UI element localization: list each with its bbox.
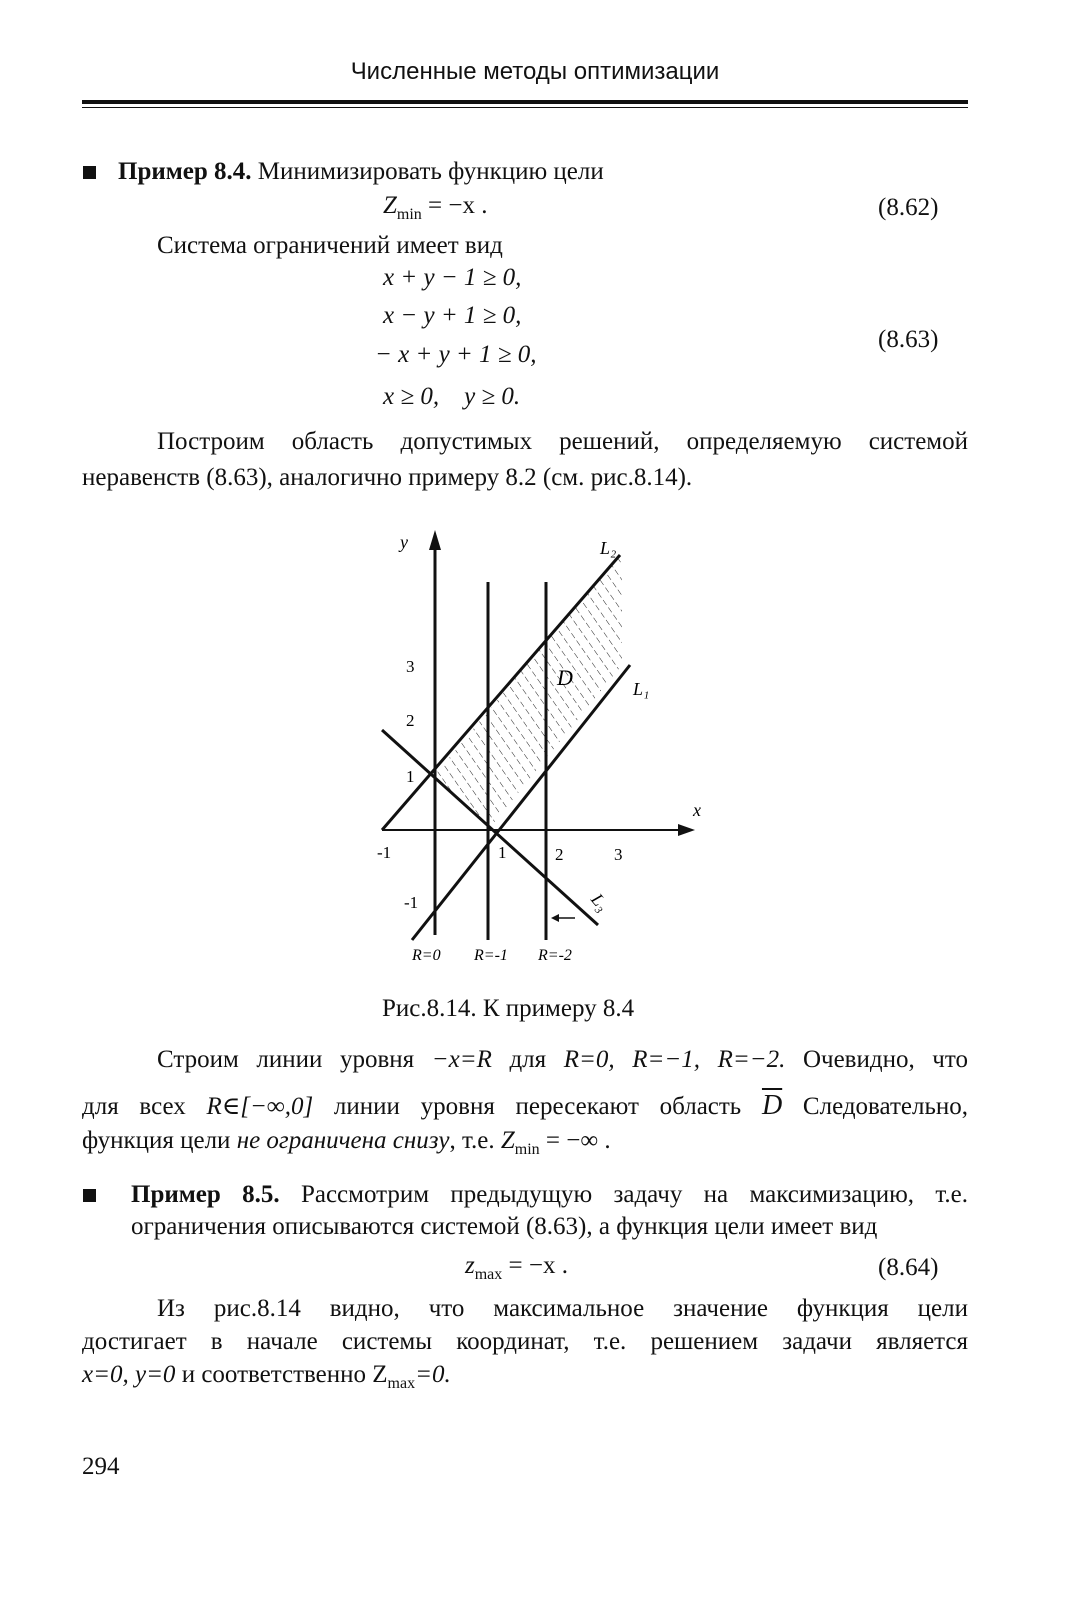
region-D-label: D — [557, 665, 573, 690]
paragraph-line: функция цели не ограничена снизу, т.е. $Z_{min}$ = −∞ . — [82, 1127, 611, 1158]
equation-number: (8.62) — [878, 194, 939, 221]
header-rule-thick — [82, 100, 968, 104]
equation-number: (8.64) — [878, 1254, 939, 1281]
constraint-3: − x + y + 1 ≥ 0, — [375, 341, 537, 368]
y-tick-3: 3 — [406, 657, 415, 676]
example-8-4-heading — [118, 155, 604, 189]
paragraph-line: достигает в начале системы координат, т.е. решением задачи является — [82, 1328, 968, 1355]
x-tick-2: 2 — [555, 845, 564, 864]
example-intro: Минимизировать функцию цели — [257, 158, 604, 185]
page-number: 294 — [82, 1453, 120, 1480]
header-rule-thin — [82, 107, 968, 108]
direction-arrow-head — [551, 914, 559, 922]
feasible-region — [435, 550, 622, 830]
y-tick-2: 2 — [406, 711, 415, 730]
y-axis-arrow — [429, 530, 441, 550]
x-tick-3: 3 — [614, 845, 623, 864]
line-L2-label: L₂ — [600, 538, 617, 558]
paragraph-line: Строим линии уровня −x=R для R=0, R=−1, R=−2. Очевидно, что — [157, 1046, 968, 1073]
paragraph-line: x=0, y=0 и соответственно $Z_{max}=0$. — [82, 1361, 451, 1392]
equation-number: (8.63) — [878, 326, 939, 353]
x-axis-label: x — [693, 800, 701, 820]
x-axis-arrow — [678, 824, 695, 836]
region-D-overlined: $\overline{D}$ — [761, 1090, 783, 1121]
constraint-1: x + y − 1 ≥ 0, — [383, 264, 522, 291]
constraint-4: x ≥ 0, y ≥ 0. — [383, 383, 521, 410]
line-L1-label: L₁ — [633, 679, 650, 699]
y-tick-minus-1: -1 — [404, 893, 419, 912]
objective-8-64: $z_{max} = -x$ . — [465, 1252, 568, 1283]
paragraph-line: неравенств (8.63), аналогично примеру 8.2 (см. рис.8.14). — [82, 464, 693, 491]
level-label-R0: R=0 — [412, 947, 441, 964]
running-header: Численные методы оптимизации — [350, 58, 720, 85]
x-tick-minus-1: -1 — [377, 843, 392, 862]
bullet-marker — [83, 166, 96, 179]
constraint-2: x − y + 1 ≥ 0, — [383, 302, 522, 329]
example-label: Пример 8.5. — [131, 1181, 280, 1208]
example-label: Пример 8.4. — [118, 158, 252, 185]
paragraph-line: Из рис.8.14 видно, что максимальное значение функция цели — [157, 1295, 968, 1322]
constraints-intro: Система ограничений имеет вид — [157, 232, 503, 259]
paragraph-line: для всех R∈[−∞,0] линии уровня пересекают область $\overline{D}$ Следовательно, — [82, 1090, 969, 1121]
example-8-5-heading: Пример 8.5. Рассмотрим предыдущую задачу на максимизацию, т.е. — [131, 1181, 969, 1208]
figure-caption: Рис.8.14. К примеру 8.4 — [382, 995, 635, 1022]
y-axis-label: y — [400, 532, 408, 552]
objective-8-62: $Z_{min} = -x$ . — [383, 192, 488, 223]
level-label-R-1: R=-1 — [474, 947, 508, 964]
figure-8-14 — [360, 520, 740, 970]
y-tick-1: 1 — [406, 767, 415, 786]
paragraph-line: ограничения описываются системой (8.63), а функция цели имеет вид — [131, 1213, 878, 1240]
bullet-marker — [83, 1189, 96, 1202]
paragraph-line: Построим область допустимых решений, определяемую системой — [157, 428, 968, 455]
x-tick-1: 1 — [498, 843, 507, 862]
level-label-R-2: R=-2 — [538, 947, 572, 964]
line-L3-label: L₃ — [587, 889, 613, 915]
